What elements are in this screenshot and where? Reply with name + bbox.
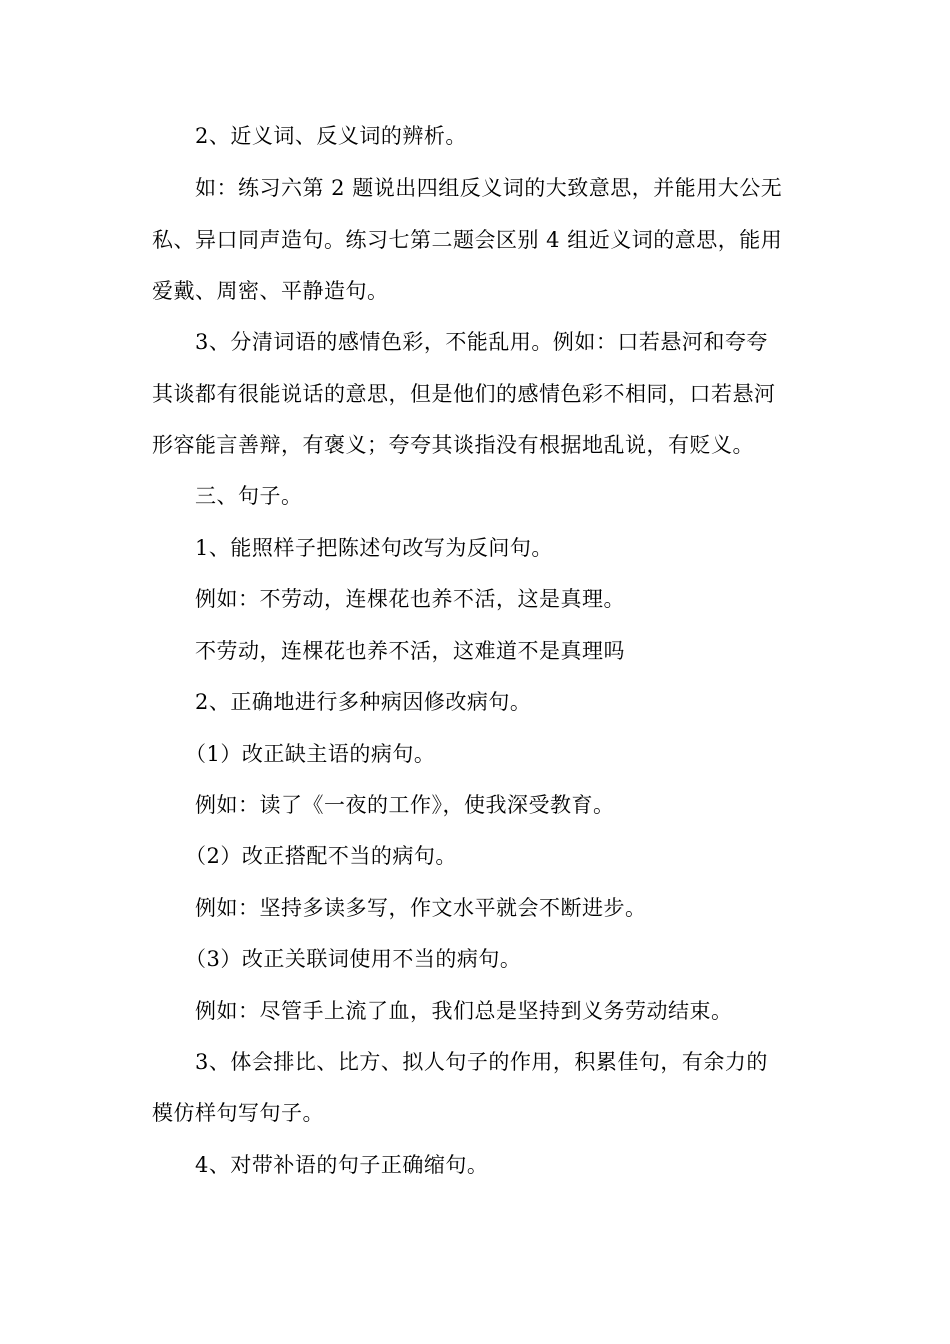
paragraph-line: 2、近义词、反义词的辨析。 bbox=[195, 124, 467, 148]
paragraph-line: 例如：读了《一夜的工作》，使我深受教育。 bbox=[195, 793, 615, 817]
section-heading: 三、句子。 bbox=[195, 484, 303, 508]
paragraph-line: 模仿样句写句子。 bbox=[152, 1101, 324, 1125]
paragraph-line: （2）改正搭配不当的病句。 bbox=[185, 844, 457, 868]
paragraph-line: 不劳动，连棵花也养不活，这难道不是真理吗 bbox=[195, 639, 625, 663]
paragraph-line: 例如：不劳动，连棵花也养不活，这是真理。 bbox=[195, 587, 625, 611]
paragraph-line: 爱戴、周密、平静造句。 bbox=[152, 279, 389, 303]
paragraph-line: 形容能言善辩，有褒义；夸夸其谈指没有根据地乱说，有贬义。 bbox=[152, 433, 754, 457]
paragraph-line: 例如：坚持多读多写，作文水平就会不断进步。 bbox=[195, 896, 647, 920]
paragraph-line: （1）改正缺主语的病句。 bbox=[185, 742, 436, 766]
paragraph-line: 私、异口同声造句。练习七第二题会区别 4 组近义词的意思，能用 bbox=[152, 228, 783, 252]
paragraph-line: 其谈都有很能说话的意思，但是他们的感情色彩不相同，口若悬河 bbox=[152, 382, 776, 406]
paragraph-line: 1、能照样子把陈述句改写为反问句。 bbox=[195, 536, 553, 560]
paragraph-line: 2、正确地进行多种病因修改病句。 bbox=[195, 690, 532, 714]
paragraph-line: 4、对带补语的句子正确缩句。 bbox=[195, 1153, 489, 1177]
paragraph-line: 例如：尽管手上流了血，我们总是坚持到义务劳动结束。 bbox=[195, 999, 733, 1023]
paragraph-line: 如：练习六第 2 题说出四组反义词的大致意思，并能用大公无 bbox=[195, 176, 783, 200]
paragraph-line: 3、体会排比、比方、拟人句子的作用，积累佳句，有余力的 bbox=[195, 1050, 768, 1074]
paragraph-line: 3、分清词语的感情色彩，不能乱用。例如：口若悬河和夸夸 bbox=[195, 330, 768, 354]
paragraph-line: （3）改正关联词使用不当的病句。 bbox=[185, 947, 522, 971]
